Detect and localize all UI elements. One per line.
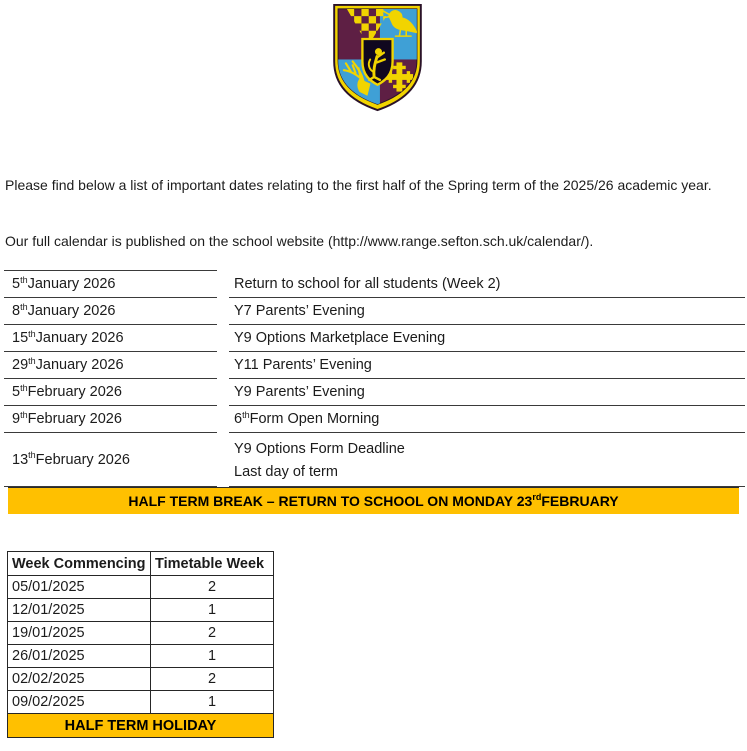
date-cell xyxy=(4,379,217,406)
event-ordinal: th xyxy=(242,409,250,420)
table-row xyxy=(8,576,274,599)
timetable-week-cell: 2 xyxy=(151,576,274,599)
date-ordinal: th xyxy=(28,328,36,339)
table-row xyxy=(8,691,274,714)
timetable-week-cell: 1 xyxy=(151,599,274,622)
date-day: 9 xyxy=(12,411,21,427)
crest-lion-escutcheon xyxy=(362,39,392,85)
date-day: 8 xyxy=(12,303,21,319)
date-ordinal: th xyxy=(28,355,36,366)
table-row xyxy=(8,668,274,691)
week-commencing-cell: 12/01/2025 xyxy=(8,599,151,622)
intro-paragraph-calendar-url: Our full calendar is published on the school website (http://www.range.sefton.sch.uk/calendar/). xyxy=(5,233,594,249)
table-header-row xyxy=(8,552,274,576)
school-crest-icon xyxy=(330,3,425,113)
table-row xyxy=(4,298,745,325)
table-row xyxy=(4,379,745,406)
column-gap xyxy=(217,352,229,379)
table-row xyxy=(4,406,745,433)
column-gap xyxy=(217,298,229,325)
date-ordinal: th xyxy=(20,301,28,312)
week-commencing-cell: 02/02/2025 xyxy=(8,668,151,691)
timetable-week-cell: 2 xyxy=(151,622,274,645)
week-commencing-cell: 19/01/2025 xyxy=(8,622,151,645)
event-cell xyxy=(229,270,745,298)
timetable-week-cell: 1 xyxy=(151,691,274,714)
term-dates-table xyxy=(4,270,745,487)
table-row xyxy=(4,352,745,379)
table-row xyxy=(4,270,745,298)
table-row xyxy=(4,325,745,352)
event-cell xyxy=(229,352,745,379)
date-cell xyxy=(4,325,217,352)
date-cell xyxy=(4,406,217,433)
half-term-holiday-banner: HALF TERM HOLIDAY xyxy=(8,714,274,738)
banner-text: HALF TERM BREAK – RETURN TO SCHOOL ON MONDAY 23 xyxy=(128,493,533,509)
timetable-week-table xyxy=(7,551,274,738)
column-gap xyxy=(217,379,229,406)
event-text: 6 xyxy=(234,411,243,427)
date-rest: February 2026 xyxy=(27,411,122,427)
header-timetable-week: Timetable Week xyxy=(151,552,274,576)
date-cell xyxy=(4,433,217,487)
date-rest: January 2026 xyxy=(35,330,124,346)
event-cell xyxy=(229,379,745,406)
date-rest: February 2026 xyxy=(35,451,130,468)
event-text: Y9 Options Marketplace Evening xyxy=(234,330,446,346)
event-text-post: Form Open Morning xyxy=(249,411,380,427)
event-text: Last day of term xyxy=(234,463,338,480)
date-rest: January 2026 xyxy=(27,276,116,292)
table-footer-row xyxy=(8,714,274,738)
date-day: 15 xyxy=(12,330,29,346)
date-day: 5 xyxy=(12,384,21,400)
event-line xyxy=(234,439,405,457)
date-rest: January 2026 xyxy=(35,357,124,373)
event-line xyxy=(234,462,338,480)
date-day: 29 xyxy=(12,357,29,373)
date-rest: February 2026 xyxy=(27,384,122,400)
date-cell xyxy=(4,352,217,379)
event-text: Y11 Parents’ Evening xyxy=(234,357,372,373)
header-week-commencing: Week Commencing xyxy=(8,552,151,576)
table-row xyxy=(8,645,274,668)
intro-paragraph-term-dates: Please find below a list of important dates relating to the first half of the Spring term of the 2025/26 academic year. xyxy=(5,177,712,193)
date-ordinal: th xyxy=(20,382,28,393)
event-text: Return to school for all students (Week 2) xyxy=(234,275,501,292)
column-gap xyxy=(217,270,229,298)
event-cell xyxy=(229,406,745,433)
banner-ordinal: rd xyxy=(532,491,542,502)
date-ordinal: th xyxy=(28,450,36,460)
week-commencing-cell: 26/01/2025 xyxy=(8,645,151,668)
event-text: Y9 Options Form Deadline xyxy=(234,441,405,458)
date-day: 13 xyxy=(12,451,29,468)
event-text: Y9 Parents’ Evening xyxy=(234,384,365,400)
date-cell xyxy=(4,298,217,325)
table-row xyxy=(4,433,745,487)
date-cell xyxy=(4,270,217,298)
timetable-week-cell: 2 xyxy=(151,668,274,691)
event-cell xyxy=(229,433,745,487)
half-term-break-banner xyxy=(8,487,739,514)
column-gap xyxy=(217,433,229,487)
table-row xyxy=(8,599,274,622)
date-ordinal: th xyxy=(20,409,28,420)
banner-text-post: FEBRUARY xyxy=(541,493,619,509)
date-rest: January 2026 xyxy=(27,303,116,319)
date-day: 5 xyxy=(12,276,21,292)
week-commencing-cell: 05/01/2025 xyxy=(8,576,151,599)
date-ordinal: th xyxy=(20,274,28,285)
column-gap xyxy=(217,406,229,433)
column-gap xyxy=(217,325,229,352)
event-text: Y7 Parents’ Evening xyxy=(234,303,365,319)
table-row xyxy=(8,622,274,645)
week-commencing-cell: 09/02/2025 xyxy=(8,691,151,714)
timetable-week-cell: 1 xyxy=(151,645,274,668)
event-cell xyxy=(229,298,745,325)
event-cell xyxy=(229,325,745,352)
